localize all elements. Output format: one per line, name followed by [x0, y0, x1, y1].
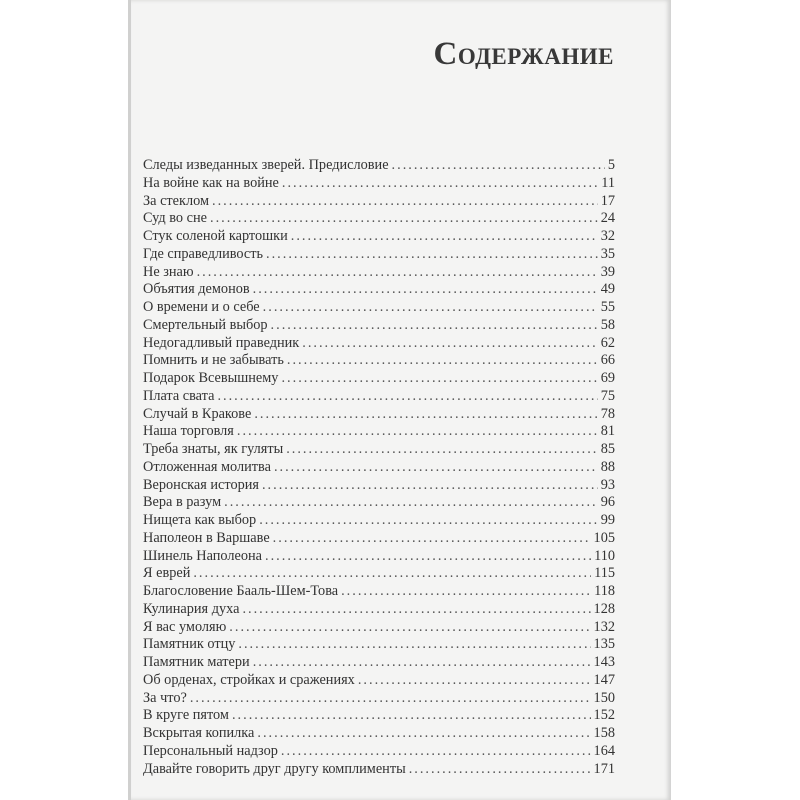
- toc-entry-page: 88: [600, 458, 615, 475]
- toc-entry-title: Памятник отцу: [143, 636, 236, 653]
- toc-entry-title: Где справедливость: [143, 245, 264, 262]
- toc-entry-title: На войне как на войне: [143, 174, 279, 191]
- toc-entry: [143, 477, 615, 495]
- toc-entry-page: 17: [600, 192, 615, 209]
- toc-entry-title: За стеклом: [143, 192, 210, 209]
- toc-entry: [143, 725, 615, 743]
- toc-entry-page: 150: [593, 689, 615, 706]
- toc-entry: [143, 281, 615, 299]
- toc-leader-dots: [190, 690, 591, 708]
- toc-leader-dots: [210, 210, 598, 228]
- toc-leader-dots: [281, 370, 597, 388]
- toc-entry-page: 99: [600, 512, 615, 528]
- toc-leader-dots: [254, 406, 597, 424]
- toc-entry: [143, 210, 615, 228]
- toc-entry: [143, 246, 615, 264]
- toc-entry-title: В круге пятом: [143, 707, 229, 724]
- toc-entry-title: Помнить и не забывать: [143, 352, 284, 369]
- toc-entry: [143, 583, 615, 601]
- toc-entry-page: 35: [600, 245, 615, 262]
- toc-entry: [143, 512, 615, 530]
- toc-entry-page: 81: [600, 423, 615, 440]
- toc-entry: [143, 619, 615, 637]
- toc-leader-dots: [291, 228, 598, 246]
- toc-entry-page: 69: [600, 370, 615, 386]
- toc-entry: [143, 264, 615, 282]
- toc-entry-page: 147: [593, 671, 615, 688]
- toc-leader-dots: [253, 281, 598, 299]
- toc-entry: [143, 494, 615, 512]
- toc-leader-dots: [263, 299, 598, 317]
- toc-leader-dots: [238, 636, 590, 654]
- toc-entry-page: 135: [593, 636, 615, 653]
- toc-leader-dots: [271, 317, 598, 335]
- toc-leader-dots: [274, 459, 598, 477]
- toc-leader-dots: [229, 619, 590, 637]
- toc-entry-page: 66: [600, 352, 615, 369]
- toc-entry-title: Недогадливый праведник: [143, 334, 300, 351]
- toc-entry-title: Вера в разум: [143, 494, 222, 511]
- toc-leader-dots: [287, 352, 598, 370]
- toc-entry: [143, 459, 615, 477]
- toc-entry-title: Памятник матери: [143, 654, 250, 670]
- toc-entry: [143, 228, 615, 246]
- toc-entry-title: Смертельный выбор: [143, 316, 268, 333]
- toc-entry-title: Вскрытая копилка: [143, 725, 255, 741]
- toc-entry: [143, 335, 615, 353]
- toc-entry-page: 115: [594, 565, 615, 582]
- toc-entry-title: О времени и о себе: [143, 299, 260, 315]
- toc-leader-dots: [253, 654, 591, 672]
- toc-entry-page: 75: [600, 387, 615, 404]
- toc-leader-dots: [262, 477, 598, 495]
- page-title: Содержание: [433, 36, 614, 72]
- toc-entry: [143, 299, 615, 317]
- toc-leader-dots: [232, 707, 591, 725]
- toc-entry-title: Давайте говорить друг другу комплименты: [143, 760, 406, 777]
- toc-entry-page: 158: [593, 725, 615, 741]
- toc-entry-title: Кулинария духа: [143, 600, 240, 617]
- toc-leader-dots: [282, 175, 598, 193]
- toc-entry: [143, 743, 615, 761]
- toc-leader-dots: [257, 725, 590, 743]
- toc-leader-dots: [212, 193, 598, 211]
- toc-entry-title: Объятия демонов: [143, 281, 250, 298]
- toc-entry: [143, 601, 615, 619]
- toc-entry-title: Наша торговля: [143, 423, 234, 440]
- toc-entry: [143, 654, 615, 672]
- toc-entry: [143, 690, 615, 708]
- toc-entry-title: Не знаю: [143, 263, 194, 280]
- toc-entry-page: 85: [600, 441, 615, 457]
- toc-entry: [143, 441, 615, 459]
- toc-leader-dots: [286, 441, 598, 459]
- toc-entry-title: Следы изведанных зверей. Предисловие: [143, 157, 389, 173]
- toc-leader-dots: [224, 494, 598, 512]
- toc-entry-page: 58: [600, 316, 615, 333]
- toc-entry: [143, 761, 615, 779]
- toc-entry: [143, 565, 615, 583]
- toc-entry-title: Плата свата: [143, 387, 215, 404]
- toc-leader-dots: [217, 388, 597, 406]
- toc-entry: [143, 193, 615, 211]
- toc-entry: [143, 370, 615, 388]
- toc-leader-dots: [392, 157, 605, 175]
- toc-entry-title: Персональный надзор: [143, 742, 278, 759]
- toc-entry-title: Стук соленой картошки: [143, 228, 288, 244]
- toc-entry-page: 110: [594, 547, 615, 564]
- toc-entry-title: Об орденах, стройках и сражениях: [143, 671, 355, 688]
- toc-entry-page: 143: [593, 654, 615, 670]
- toc-entry-page: 32: [600, 228, 615, 244]
- toc-leader-dots: [266, 246, 598, 264]
- toc-leader-dots: [281, 743, 591, 761]
- toc-entry-page: 118: [594, 583, 615, 599]
- toc-entry-page: 11: [601, 174, 615, 191]
- toc-entry-page: 105: [593, 529, 615, 546]
- toc-entry: [143, 157, 615, 175]
- toc-entry: [143, 388, 615, 406]
- toc-entry-page: 49: [600, 281, 615, 298]
- toc-entry-title: Нищета как выбор: [143, 512, 257, 528]
- toc-leader-dots: [302, 335, 597, 353]
- toc-entry-page: 24: [600, 210, 615, 227]
- toc-entry-page: 152: [593, 707, 615, 724]
- toc-entry: [143, 423, 615, 441]
- toc-entry-title: Суд во сне: [143, 210, 207, 227]
- toc-entry-page: 93: [600, 476, 615, 493]
- toc-leader-dots: [409, 761, 591, 779]
- toc-entry: [143, 406, 615, 424]
- toc-entry-title: Случай в Кракове: [143, 405, 252, 422]
- toc-leader-dots: [341, 583, 591, 601]
- toc-entry-page: 62: [600, 334, 615, 351]
- toc-entry: [143, 317, 615, 335]
- toc-entry-title: Веронская история: [143, 476, 259, 493]
- toc-entry-title: Благословение Бааль-Шем-Това: [143, 583, 339, 599]
- toc-entry: [143, 636, 615, 654]
- toc-entry: [143, 548, 615, 566]
- toc-entry-title: Подарок Всевышнему: [143, 370, 279, 386]
- toc-leader-dots: [197, 264, 598, 282]
- toc-entry: [143, 175, 615, 193]
- toc-entry-page: 55: [600, 299, 615, 315]
- toc-entry-page: 132: [593, 618, 615, 635]
- toc-entry-page: 128: [593, 600, 615, 617]
- toc-entry-page: 96: [600, 494, 615, 511]
- toc-leader-dots: [259, 512, 598, 530]
- toc-entry-page: 5: [607, 157, 615, 173]
- toc-entry-title: Треба знаты, як гуляты: [143, 441, 284, 457]
- toc-entry-title: Шинель Наполеона: [143, 547, 263, 564]
- toc-entry-title: Я еврей: [143, 565, 191, 582]
- toc-entry: [143, 672, 615, 690]
- toc-leader-dots: [273, 530, 591, 548]
- toc-leader-dots: [193, 565, 591, 583]
- toc-entry: [143, 352, 615, 370]
- toc-entry-page: 39: [600, 263, 615, 280]
- toc-leader-dots: [265, 548, 591, 566]
- toc-entry-title: Я вас умоляю: [143, 618, 227, 635]
- toc-leader-dots: [358, 672, 591, 690]
- toc-leader-dots: [237, 423, 598, 441]
- toc-entry-title: За что?: [143, 689, 187, 706]
- toc-entry-page: 164: [593, 742, 615, 759]
- toc-leader-dots: [242, 601, 590, 619]
- toc-entry-title: Наполеон в Варшаве: [143, 529, 270, 546]
- table-of-contents: [143, 157, 615, 778]
- toc-entry-title: Отложенная молитва: [143, 458, 271, 475]
- toc-entry: [143, 530, 615, 548]
- toc-entry: [143, 707, 615, 725]
- toc-entry-page: 78: [600, 405, 615, 422]
- toc-entry-page: 171: [593, 760, 615, 777]
